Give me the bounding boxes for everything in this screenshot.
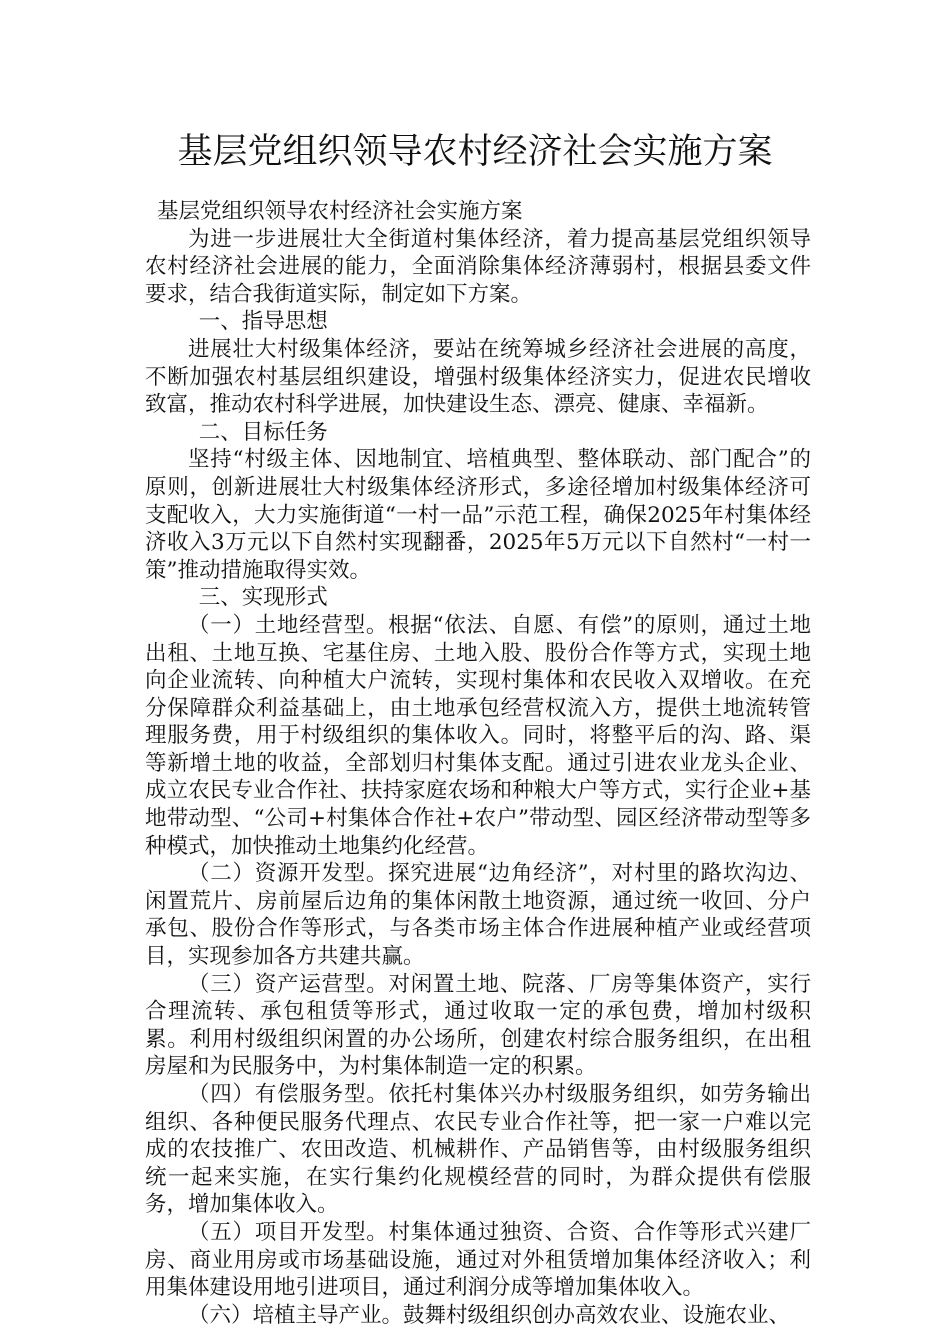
form-project-development-paragraph: （五）项目开发型。村集体通过独资、合资、合作等形式兴建厂房、商业用房或市场基础设施，通过对外租赁增加集体经济收入；利用集体建设用地引进项目，通过利润分成等增加集体收入。 (145, 1219, 811, 1301)
section-heading-forms: 三、实现形式 (198, 585, 328, 611)
section-heading-guiding-thought: 一、指导思想 (198, 309, 328, 335)
section-heading-goals: 二、目标任务 (198, 419, 328, 445)
form-resource-development-paragraph: （二）资源开发型。探究进展“边角经济”，对村里的路坎沟边、闲置荒片、房前屋后边角的集体闲散土地资源，通过统一收回、分户承包、股份合作等形式，与各类市场主体合作进展种植产业或经营项目，实现参加各方共建共赢。 (145, 861, 811, 970)
guiding-thought-paragraph: 进展壮大村级集体经济，要站在统筹城乡经济社会进展的高度，不断加强农村基层组织建设，增强村级集体经济实力，促进农民增收致富，推动农村科学进展，加快建设生态、漂亮、健康、幸福新。 (145, 336, 811, 418)
document-body (145, 198, 811, 1329)
form-asset-operation-paragraph: （三）资产运营型。对闲置土地、院落、厂房等集体资产，实行合理流转、承包租赁等形式，通过收取一定的承包费，增加村级积累。利用村级组织闲置的办公场所，创建农村综合服务组织，在出租房屋和为民服务中，为村集体制造一定的积累。 (145, 971, 811, 1080)
form-paid-service-paragraph: （四）有偿服务型。依托村集体兴办村级服务组织，如劳务输出组织、各种便民服务代理点、农民专业合作社等，把一家一户难以完成的农技推广、农田改造、机械耕作、产品销售等，由村级服务组织统一起来实施，在实行集约化规模经营的同时，为群众提供有偿服务，增加集体收入。 (145, 1082, 811, 1218)
goals-paragraph: 坚持“村级主体、因地制宜、培植典型、整体联动、部门配合”的原则，创新进展壮大村级集体经济形式，多途径增加村级集体经济可支配收入，大力实施街道“一村一品”示范工程，确保2025年村集体经济收入3万元以下自然村实现翻番，2025年5万元以下自然村“一村一策”推动措施取得实效。 (145, 447, 811, 583)
document-title: 基层党组织领导农村经济社会实施方案 (177, 132, 773, 172)
form-land-management-paragraph: （一）土地经营型。根据“依法、自愿、有偿”的原则，通过土地出租、土地互换、宅基住房、土地入股、股份合作等方式，实现土地向企业流转、向种植大户流转，实现村集体和农民收入双增收。在充分保障群众利益基础上，由土地承包经营权流入方，提供土地流转管理服务费，用于村级组织的集体收入。同时，将整平后的沟、路、渠等新增土地的收益，全部划归村集体支配。通过引进农业龙头企业、成立农民专业合作社、扶持家庭农场和种粮大户等方式，实行企业+基地带动型、“公司+村集体合作社+农户”带动型、园区经济带动型等多种模式，加快推动土地集约化经营。 (145, 612, 811, 859)
document-subtitle: 基层党组织领导农村经济社会实施方案 (157, 199, 523, 224)
intro-paragraph: 为进一步进展壮大全街道村集体经济，着力提高基层党组织领导农村经济社会进展的能力，全面消除集体经济薄弱村，根据县委文件要求，结合我街道实际，制定如下方案。 (145, 226, 811, 307)
form-leading-industry-paragraph: （六）培植主导产业。鼓舞村级组织创办高效农业、设施农业、 (188, 1302, 791, 1328)
